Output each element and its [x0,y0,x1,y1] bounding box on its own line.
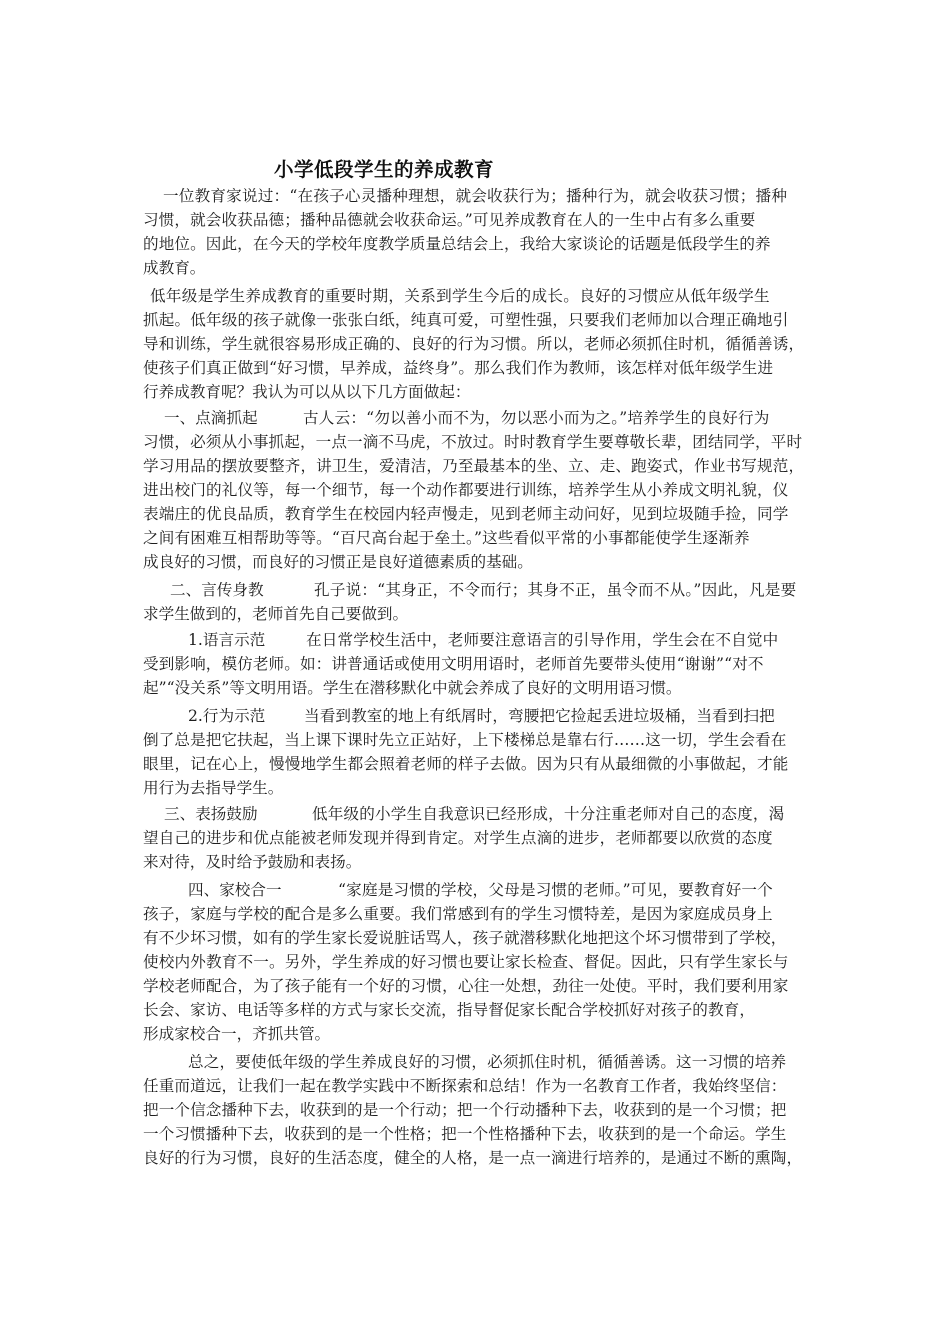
paragraph-line: 来对待，及时给予鼓励和表扬。 [143,853,362,871]
paragraph-line: 任重而道远，让我们一起在教学实践中不断探索和总结！作为一名教育工作者，我始终坚信： [143,1077,787,1095]
section-heading: 二、言传身教 [170,581,264,599]
paragraph-line: 习惯，就会收获品德；播种品德就会收获命运。”可见养成教育在人的一生中占有多么重要 [143,211,756,229]
paragraph-line: 受到影响，模仿老师。如：讲普通话或使用文明用语时，老师首先要带头使用“谢谢”“对不 [143,655,764,673]
paragraph-line: 有不少坏习惯，如有的学生家长爱说脏话骂人，孩子就潜移默化地把这个坏习惯带到了学校， [143,929,787,947]
paragraph-line: 导和训练，学生就很容易形成正确的、良好的行为习惯。所以，老师必须抓住时机，循循善诱， [143,335,805,353]
paragraph-line: 之间有困难互相帮助等等。“百尺高台起于垒土。”这些看似平常的小事都能使学生逐渐养 [143,529,750,547]
paragraph-line: 长会、家访、电话等多样的方式与家长交流，指导督促家长配合学校抓好对孩子的教育， [143,1001,756,1019]
paragraph-line: 进出校门的礼仪等，每一个细节，每一个动作都要进行训练，培养学生从小养成文明礼貌，仪 [143,481,789,499]
paragraph-line: 成教育。 [143,259,206,277]
paragraph-line: 行养成教育呢？我认为可以从以下几方面做起： [143,383,471,401]
paragraph-line: 一个习惯播种下去，收获到的是一个性格；把一个性格播种下去，收获到的是一个命运。学生 [143,1125,787,1143]
paragraph-line: 用行为去指导学生。 [143,779,284,797]
sub-heading: 1.语言示范 [188,631,266,649]
paragraph-line: 当看到教室的地上有纸屑时，弯腰把它捡起丢进垃圾桶，当看到扫把 [304,707,775,725]
paragraph-line: 成良好的习惯，而良好的习惯正是良好道德素质的基础。 [143,553,533,571]
paragraph-line: 倒了总是把它扶起，当上课下课时先立正站好，上下楼梯总是靠右行……这一切，学生会看在 [143,731,787,749]
paragraph-line: 习惯，必须从小事抓起，一点一滴不马虎，不放过。时时教育学生要尊敬长辈，团结同学，平时 [143,433,803,451]
paragraph-line: 的地位。因此，在今天的学校年度教学质量总结会上，我给大家谈论的话题是低段学生的养 [143,235,771,253]
section-heading: 四、家校合一 [188,881,282,899]
paragraph-line: 低年级的小学生自我意识已经形成，十分注重老师对自己的态度，渴 [312,805,785,823]
paragraph-line: 良好的行为习惯，良好的生活态度，健全的人格，是一点一滴进行培养的，是通过不断的熏陶， [143,1149,803,1167]
paragraph-line: 在日常学校生活中，老师要注意语言的引导作用，学生会在不自觉中 [306,631,779,649]
paragraph-line: 学习用品的摆放要整齐，讲卫生，爱清洁，乃至最基本的坐、立、走、跑姿式，作业书写规范， [143,457,805,475]
paragraph-line: 求学生做到的，老师首先自己要做到。 [143,605,409,623]
paragraph-line: 抓起。低年级的孩子就像一张张白纸，纯真可爱，可塑性强，只要我们老师加以合理正确地引 [143,311,789,329]
paragraph-line: 孔子说：“其身正，不令而行；其身不正，虽令而不从。”因此，凡是要 [314,581,797,599]
paragraph-line: 眼里，记在心上，慢慢地学生都会照着老师的样子去做。因为只有从最细微的小事做起，才能 [143,755,789,773]
paragraph-line: 把一个信念播种下去，收获到的是一个行动；把一个行动播种下去，收获到的是一个习惯；把 [143,1101,787,1119]
paragraph-line: 一位教育家说过：“在孩子心灵播种理想，就会收获行为；播种行为，就会收获习惯；播种 [163,187,788,205]
paragraph-line: 望自己的进步和优点能被老师发现并得到肯定。对学生点滴的进步，老师都要以欣赏的态度 [143,829,773,847]
paragraph-line: “家庭是习惯的学校，父母是习惯的老师。”可见，要教育好一个 [338,881,773,899]
paragraph-line: 总之，要使低年级的学生养成良好的习惯，必须抓住时机，循循善诱。这一习惯的培养 [188,1053,787,1071]
paragraph-line: 古人云：“勿以善小而不为，勿以恶小而为之。”培养学生的良好行为 [303,409,770,427]
section-heading: 一、点滴抓起 [164,409,258,427]
document-title: 小学低段学生的养成教育 [274,158,495,181]
paragraph-line: 表端庄的优良品质，教育学生在校园内轻声慢走，见到老师主动问好，见到垃圾随手捡，同学 [143,505,789,523]
paragraph-line: 起”“没关系”等文明用语。学生在潜移默化中就会养成了良好的文明用语习惯。 [143,679,682,697]
paragraph-line: 使校内外教育不一。另外，学生养成的好习惯也要让家长检查、督促。因此，只有学生家长与 [143,953,789,971]
paragraph-line: 形成家校合一，齐抓共管。 [143,1025,331,1043]
section-heading: 三、表扬鼓励 [164,805,258,823]
paragraph-line: 学校老师配合，为了孩子能有一个好的习惯，心往一处想，劲往一处使。平时，我们要利用家 [143,977,789,995]
sub-heading: 2.行为示范 [188,707,266,725]
paragraph-line: 低年级是学生养成教育的重要时期，关系到学生今后的成长。良好的习惯应从低年级学生 [150,287,770,305]
paragraph-line: 孩子，家庭与学校的配合是多么重要。我们常感到有的学生习惯特差，是因为家庭成员身上 [143,905,773,923]
paragraph-line: 使孩子们真正做到“好习惯，早养成，益终身”。那么我们作为教师，该怎样对低年级学生进 [143,359,774,377]
